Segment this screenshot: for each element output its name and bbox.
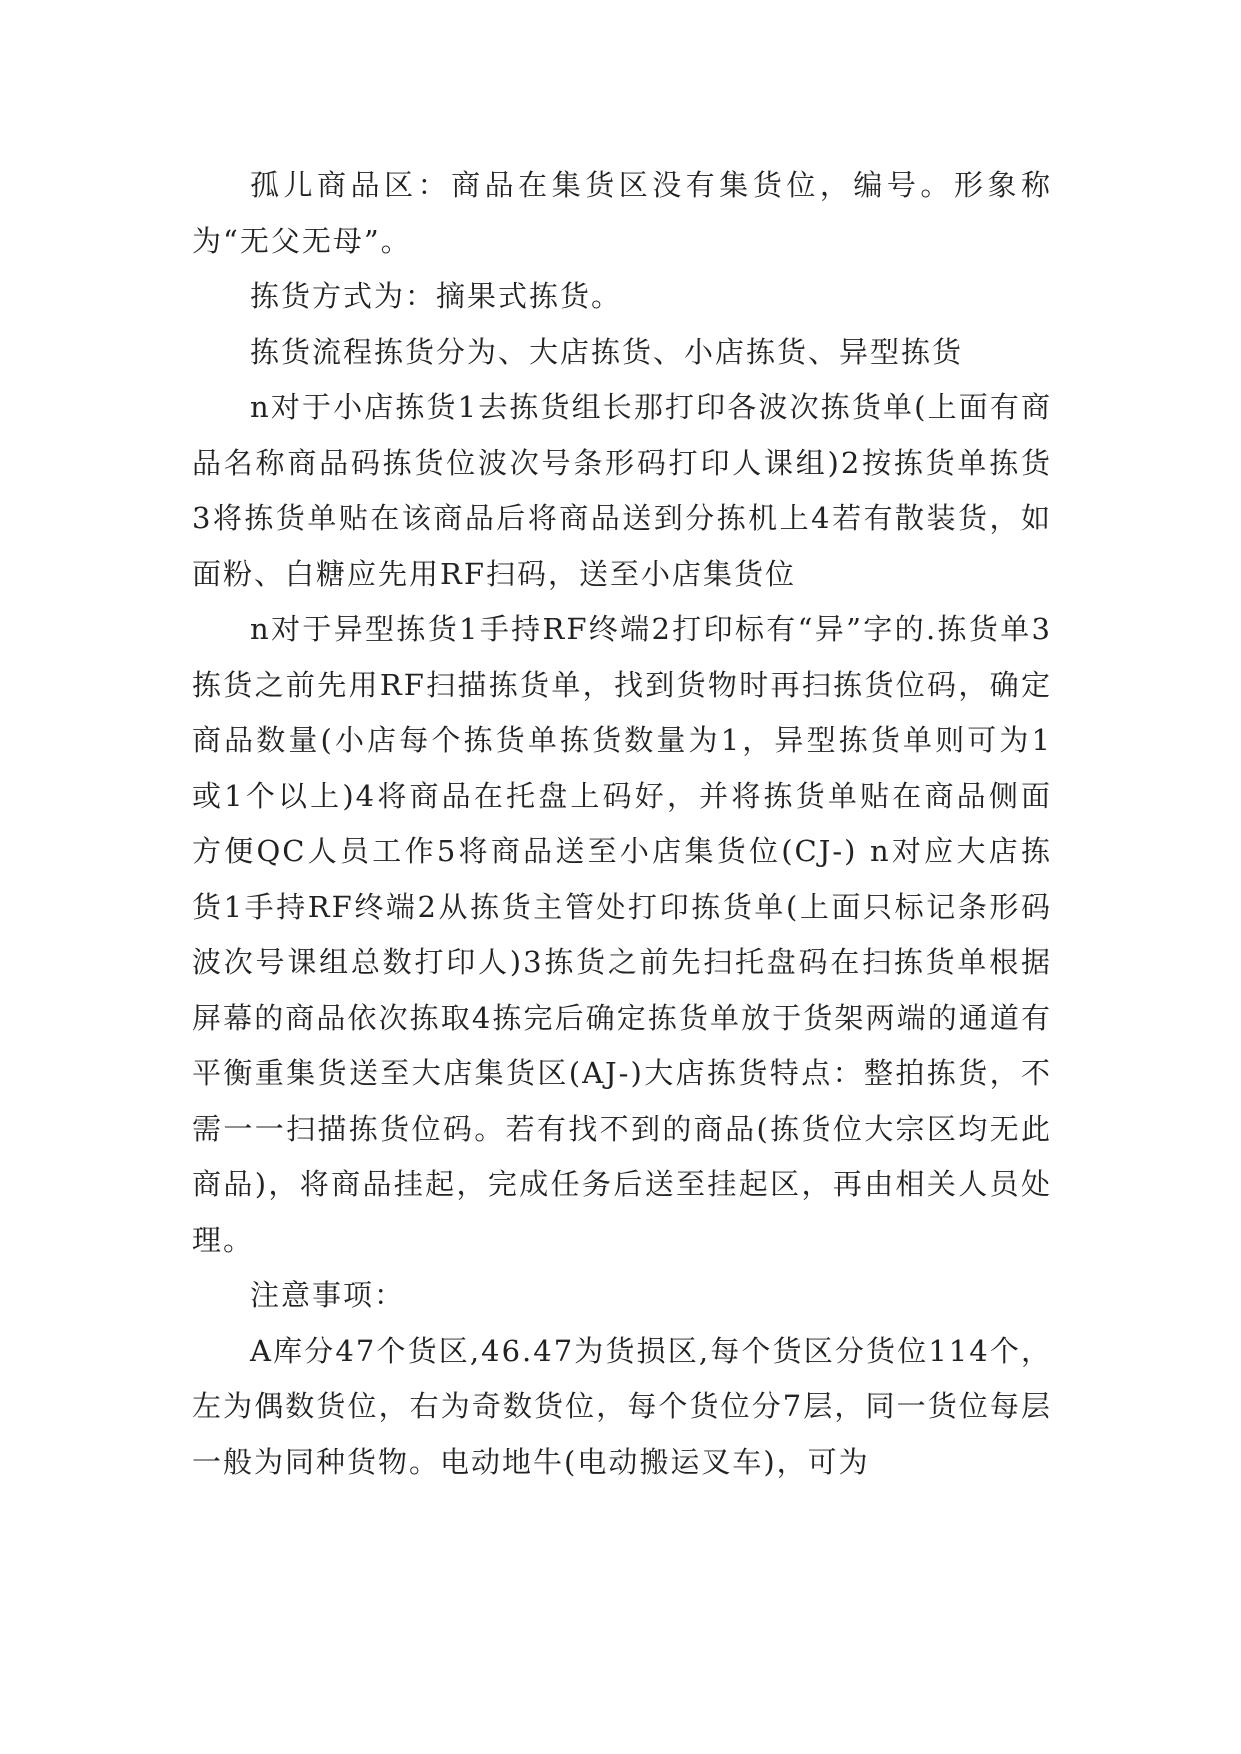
paragraph-picking-process: 拣货流程拣货分为、大店拣货、小店拣货、异型拣货 xyxy=(250,334,964,369)
paragraph-orphan-goods-area: 孤儿商品区：商品在集货区没有集货位，编号。形象称为“无父无母”。 xyxy=(192,168,1052,258)
paragraph-small-store-picking: n对于小店拣货1去拣货组长那打印各波次拣货单(上面有商品名称商品码拣货位波次号条形码打印人课组)2按拣货单拣货3将拣货单贴在该商品后将商品送到分拣机上4若有散装货，如面粉、白糖应先用RF扫码，送至小店集货位 xyxy=(192,390,1052,591)
paragraph-picking-method: 拣货方式为：摘果式拣货。 xyxy=(250,279,623,313)
paragraph-warehouse-a: A库分47个货区,46.47为货损区,每个货区分货位114个，左为偶数货位，右为奇数货位，每个货位分7层，同一货位每层一般为同种货物。电动地牛(电动搬运叉车)，可为 xyxy=(192,1333,1052,1479)
document-body xyxy=(192,158,1052,1490)
paragraph-irregular-picking: n对于异型拣货1手持RF终端2打印标有“异”字的.拣货单3拣货之前先用RF扫描拣货单，找到货物时再扫拣货位码，确定商品数量(小店每个拣货单拣货数量为1，异型拣货单则可为1或1个以上)4将商品在托盘上码好，并将拣货单贴在商品侧面方便QC人员工作5将商品送至小店集货位(CJ-) n对应大店拣货1手持RF终端2从拣货主管处打印拣货单(上面只标记条形码波次号课组总数打印人)3拣货之前先扫托盘码在扫拣货单根据屏幕的商品依次拣取4拣完后确定拣货单放于货架两端的通道有平衡重集货送至大店集货区(AJ-)大店拣货特点：整拍拣货，不需一一扫描拣货位码。若有找不到的商品(拣货位大宗区均无此商品)，将商品挂起，完成任务后送至挂起区，再由相关人员处理。 xyxy=(192,612,1052,1257)
paragraph-notes-heading: 注意事项： xyxy=(250,1278,406,1312)
